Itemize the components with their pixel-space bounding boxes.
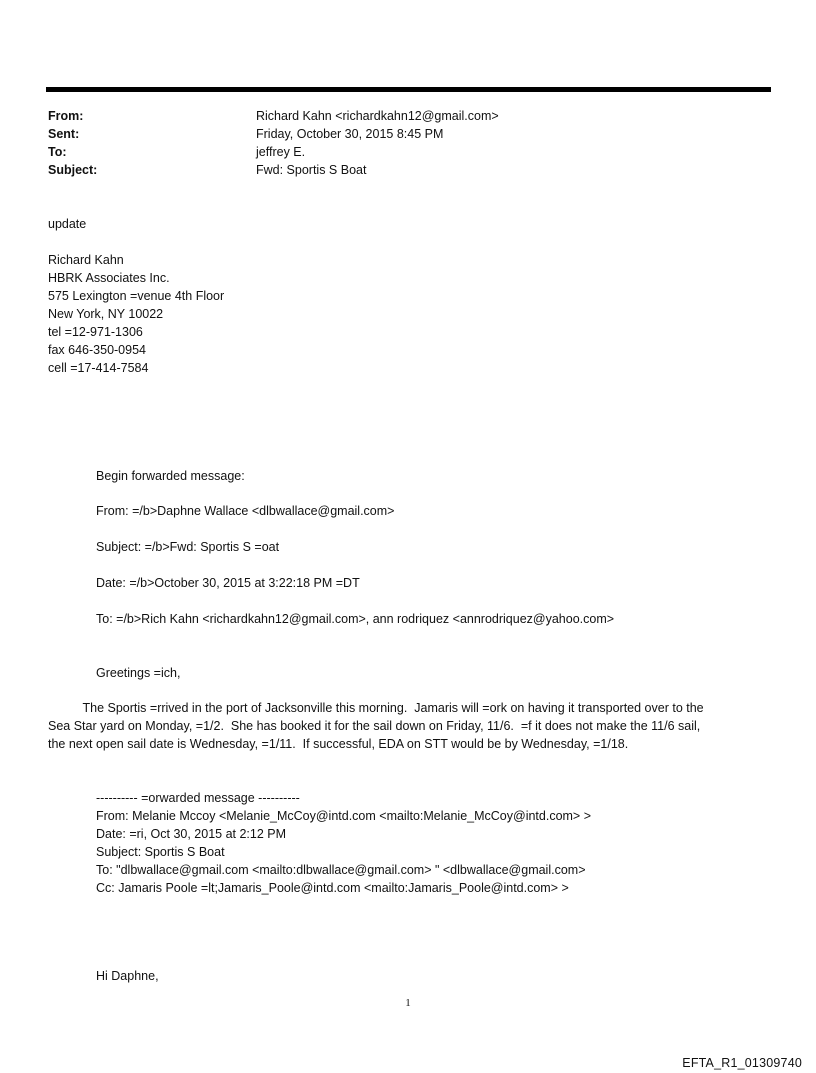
signature-name: Richard Kahn [48,253,124,267]
paragraph-line: Sea Star yard on Monday, =1/2. She has booked it for the sail down on Friday, 11/6. =f it does not make the 11/6 sail, [48,719,701,733]
forwarded-paragraph [48,699,773,753]
forwarded-intro: Begin forwarded message: [96,469,245,483]
subject-label: Subject: [48,163,98,177]
sent-label: Sent: [48,127,80,141]
forwarded-greeting: Greetings =ich, [96,666,181,680]
forwarded-subject: Subject: =/b>Fwd: Sportis S =oat [96,540,280,554]
signature-tel: tel =12-971-1306 [48,325,143,339]
forwarded-from: From: =/b>Daphne Wallace <dlbwallace@gmail.com> [96,504,395,518]
forwarded2-from: From: Melanie Mccoy <Melanie_McCoy@intd.com <mailto:Melanie_McCoy@intd.com> > [96,809,592,823]
signature-city: New York, NY 10022 [48,307,164,321]
from-value: Richard Kahn <richardkahn12@gmail.com> [256,109,499,123]
signature-company: HBRK Associates Inc. [48,271,170,285]
paragraph-line: The Sportis =rrived in the port of Jacksonville this morning. Jamaris will =ork on having it transported over to the [48,701,704,715]
page-number: 1 [405,997,411,1009]
signature-block [48,251,224,377]
sent-row [48,125,768,143]
forwarded2-separator: ---------- =orwarded message ---------- [96,791,300,805]
from-label: From: [48,109,84,123]
to-row [48,143,768,161]
forwarded2-date: Date: =ri, Oct 30, 2015 at 2:12 PM [96,827,287,841]
subject-value: Fwd: Sportis S Boat [256,163,367,177]
from-row [48,107,768,125]
forwarded-date: Date: =/b>October 30, 2015 at 3:22:18 PM =DT [96,576,360,590]
body-intro: update [48,217,87,231]
paragraph-line: the next open sail date is Wednesday, =1/11. If successful, EDA on STT would be by Wednesday, =1/18. [48,737,629,751]
subject-row [48,161,768,179]
forwarded2-block [96,789,591,897]
email-header [48,107,768,179]
forwarded2-cc: Cc: Jamaris Poole =lt;Jamaris_Poole@intd.com <mailto:Jamaris_Poole@intd.com> > [96,881,569,895]
sent-value: Friday, October 30, 2015 8:45 PM [256,127,444,141]
to-value: jeffrey E. [256,145,306,159]
signature-address: 575 Lexington =venue 4th Floor [48,289,225,303]
forwarded2-greeting: Hi Daphne, [96,969,159,983]
to-label: To: [48,145,67,159]
header-rule [46,87,771,92]
forwarded2-subject: Subject: Sportis S Boat [96,845,225,859]
forwarded-to: To: =/b>Rich Kahn <richardkahn12@gmail.com>, ann rodriquez <annrodriquez@yahoo.com> [96,612,615,626]
bates-number: EFTA_R1_01309740 [682,1056,802,1070]
signature-fax: fax 646-350-0954 [48,343,146,357]
forwarded2-to: To: "dlbwallace@gmail.com <mailto:dlbwallace@gmail.com> " <dlbwallace@gmail.com> [96,863,586,877]
signature-cell: cell =17-414-7584 [48,361,149,375]
